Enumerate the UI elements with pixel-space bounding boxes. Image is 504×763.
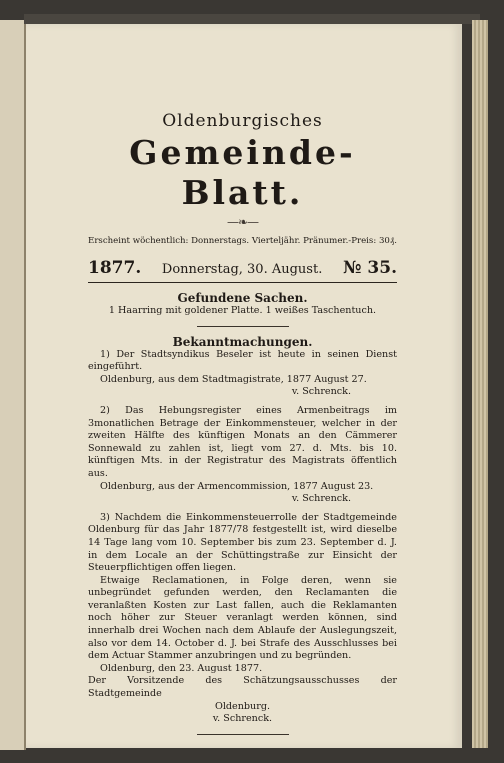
announcement-2-text: 2) Das Hebungsregister eines Armenbeitrags im 3monatlichen Betrage der Einkommensteuer, welcher in der zweiten Hälfte des künftigen Monats an den Cämmerer Sonnewald zu zahlen ist, liegt vom 27. d. Mts. bis 10. künftigen Mts. in der Registratur des Magistrats öffentlich aus.: [88, 404, 397, 479]
issue-date: Donnerstag, 30. August.: [161, 262, 323, 277]
newspaper-page: [26, 24, 462, 748]
announcement-1-text: 1) Der Stadtsyndikus Beseler ist heute in seinen Dienst eingeführt.: [88, 348, 397, 373]
masthead-ornament: —❧—: [226, 215, 259, 229]
masthead-title-small: Oldenburgisches: [162, 111, 323, 131]
issue-number: № 35.: [343, 258, 397, 278]
page-stack-edge: [472, 20, 488, 748]
announcement-3-signature: v. Schrenck.: [212, 713, 273, 725]
announcement-1-signature: v. Schrenck.: [291, 386, 351, 398]
announcement-2-signature: v. Schrenck.: [291, 493, 351, 505]
left-page-edge: [0, 20, 26, 750]
closing-divider: [197, 734, 289, 735]
issue-year: 1877.: [88, 258, 142, 278]
announcement-3-chair-line-1: Der Vorsitzende des Schätzungsausschusses der Stadtgemeinde: [88, 675, 397, 700]
announcement-3-chair-line-2: Oldenburg.: [214, 700, 271, 712]
announcement-2-place: Oldenburg, aus der Armencommission, 1877 August 23.: [100, 480, 374, 492]
found-items-heading: Gefundene Sachen.: [177, 291, 308, 305]
book-cover-top: [24, 14, 480, 24]
page-content: [88, 86, 397, 735]
announcement-3-text-2: Etwaige Reclamationen, in Folge deren, wenn sie unbegründet gefunden werden, den Reclamanten die veranlaßten Kosten zur Last fallen, auch die Reklamanten noch höher zur Steuer veranlagt werden können, sind innerhalb drei Wochen nach dem Ablaufe der Auslegungszeit, also vor dem 14. October d. J. bei Strafe des Ausschlusses bei dem Actuar Stammer anzubringen und zu begründen.: [88, 574, 397, 662]
announcement-3-place: Oldenburg, den 23. August 1877.: [100, 662, 263, 674]
found-items-text: 1 Haarring mit goldener Platte. 1 weißes Taschentuch.: [108, 305, 377, 316]
publication-info: Erscheint wöchentlich: Donnerstags. Vierteljähr. Pränumer.-Preis: 30₰.: [88, 236, 397, 246]
announcement-1-place: Oldenburg, aus dem Stadtmagistrate, 1877 August 27.: [100, 373, 367, 385]
section-divider: [197, 326, 289, 327]
announcements-heading: Bekanntmachungen.: [172, 334, 313, 349]
issue-dateline: [88, 258, 397, 283]
masthead-title: Gemeinde-Blatt.: [129, 133, 356, 212]
announcement-3-text: 3) Nachdem die Einkommensteuerrolle der Stadtgemeinde Oldenburg für das Jahr 1877/78 festgestellt ist, wird dieselbe 14 Tage lang vom 10. September bis zum 23. September d. J. in dem Locale an der Schüttingstraße zur Einsicht der Steuerpflichtigen offen liegen.: [88, 511, 397, 574]
